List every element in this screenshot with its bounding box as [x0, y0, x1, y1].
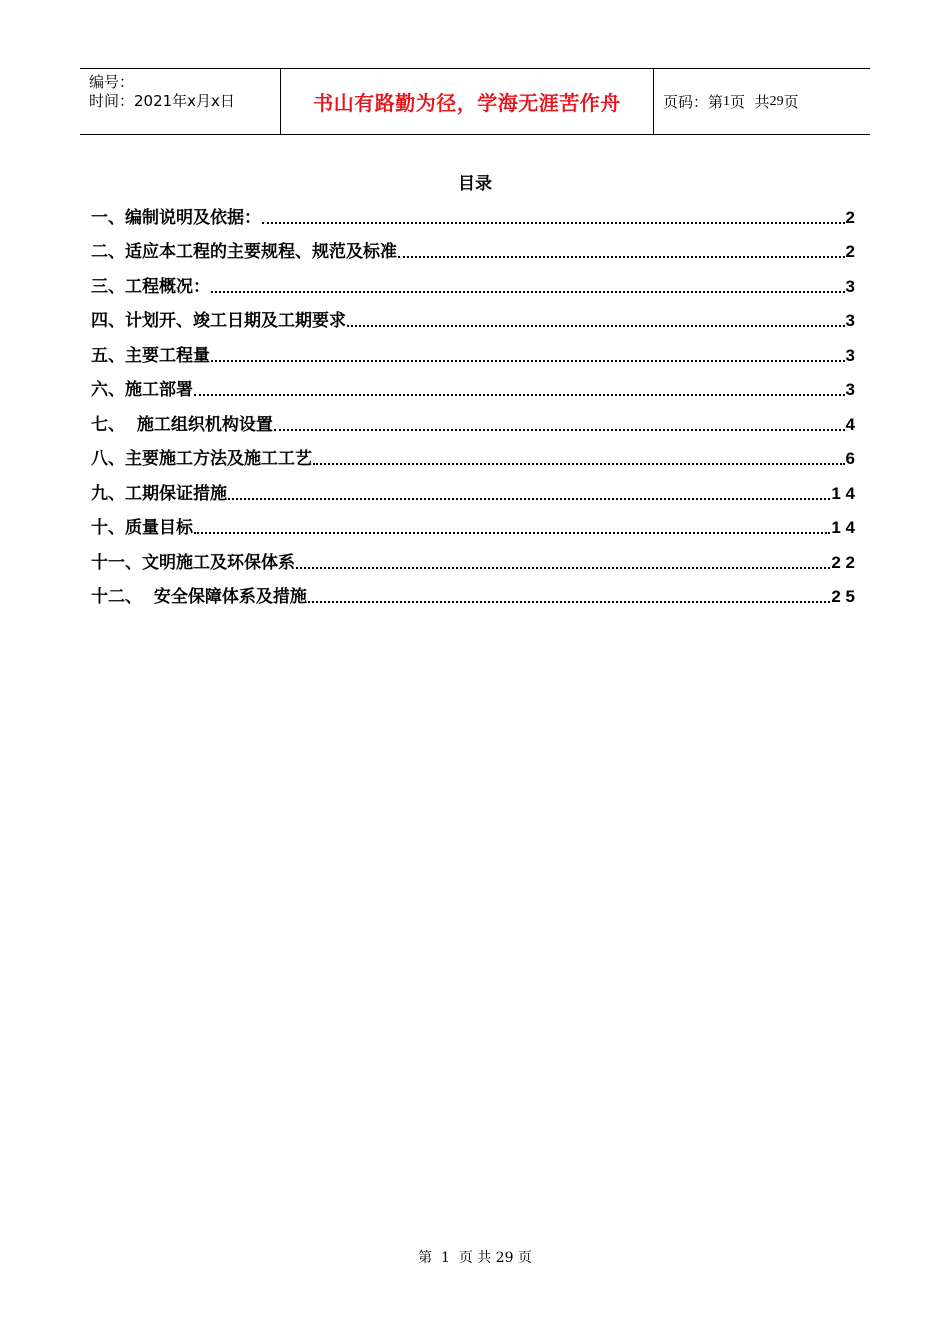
toc-entry-page: 2 — [845, 207, 855, 227]
toc-leader-dots — [398, 256, 845, 258]
toc-entry[interactable] — [91, 234, 855, 269]
toc-leader-dots — [211, 360, 845, 362]
toc-entry-label: 十一、文明施工及环保体系 — [91, 552, 295, 573]
document-number-label: 编号： — [89, 73, 135, 91]
toc-entry[interactable] — [91, 268, 855, 303]
toc-leader-dots — [308, 601, 831, 603]
header-page-prefix: 页码：第 — [663, 93, 724, 111]
toc-entry-label: 十二、 安全保障体系及措施 — [91, 587, 307, 607]
toc-entry-page: 3 — [845, 380, 855, 399]
toc-entry-page: 2 5 — [831, 587, 855, 606]
header-motto: 书山有路勤为径，学海无涯苦作舟 — [313, 91, 621, 115]
toc-entry-label: 五、主要工程量 — [91, 345, 210, 366]
page-header — [80, 68, 870, 135]
header-page-suffix: 页 — [783, 93, 799, 111]
toc-leader-dots — [296, 567, 830, 569]
toc-entry-page: 1 4 — [831, 483, 855, 503]
toc-entry-label: 四、计划开、竣工日期及工期要求 — [91, 311, 346, 331]
toc-entry-label: 十、质量目标 — [91, 518, 193, 538]
toc-entry-page: 3 — [845, 345, 855, 365]
toc-entry[interactable] — [91, 475, 855, 510]
toc-entry-label: 六、施工部署 — [91, 380, 193, 400]
toc-leader-dots — [262, 222, 845, 224]
toc-leader-dots — [313, 463, 845, 465]
toc-entry-label: 八、主要施工方法及施工工艺 — [91, 449, 312, 469]
header-page-current: 1 — [723, 93, 731, 109]
toc-list — [91, 199, 855, 613]
toc-leader-dots — [211, 291, 845, 293]
toc-entry-label: 一、编制说明及依据： — [91, 207, 261, 228]
toc-entry-page: 3 — [845, 311, 855, 330]
toc-entry[interactable] — [91, 406, 855, 441]
toc-entry-page: 2 2 — [831, 552, 855, 572]
toc-entry-page: 3 — [845, 276, 855, 296]
toc-entry[interactable] — [91, 441, 855, 476]
header-page-middle: 页 共 — [730, 93, 770, 111]
header-page-cell — [654, 69, 870, 134]
toc-leader-dots — [228, 498, 830, 500]
toc-entry[interactable] — [91, 303, 855, 338]
header-meta-cell — [80, 69, 281, 134]
toc-entry[interactable] — [91, 510, 855, 545]
document-date-label: 时间：2021年x月x日 — [89, 92, 235, 110]
toc-title: 目录 — [458, 174, 492, 194]
toc-entry[interactable] — [91, 372, 855, 407]
header-page-total: 29 — [769, 93, 784, 109]
toc-leader-dots — [347, 325, 845, 327]
toc-entry-label: 七、 施工组织机构设置 — [91, 414, 273, 435]
toc-leader-dots — [194, 394, 845, 396]
toc-entry-label: 三、工程概况： — [91, 276, 210, 297]
toc-entry[interactable] — [91, 579, 855, 614]
toc-entry-label: 九、工期保证措施 — [91, 483, 227, 504]
toc-entry[interactable] — [91, 337, 855, 372]
header-motto-cell — [281, 69, 654, 134]
toc-leader-dots — [194, 532, 830, 534]
toc-leader-dots — [274, 429, 845, 431]
toc-entry[interactable] — [91, 199, 855, 234]
toc-entry-page: 2 — [845, 242, 855, 261]
toc-entry-label: 二、适应本工程的主要规程、规范及标准 — [91, 242, 397, 262]
toc-entry-page: 1 4 — [831, 518, 855, 537]
page-footer: 第 1 页 共 29 页 — [418, 1250, 532, 1266]
toc-entry-page: 6 — [845, 449, 855, 468]
toc-entry[interactable] — [91, 544, 855, 579]
toc-entry-page: 4 — [845, 414, 855, 434]
